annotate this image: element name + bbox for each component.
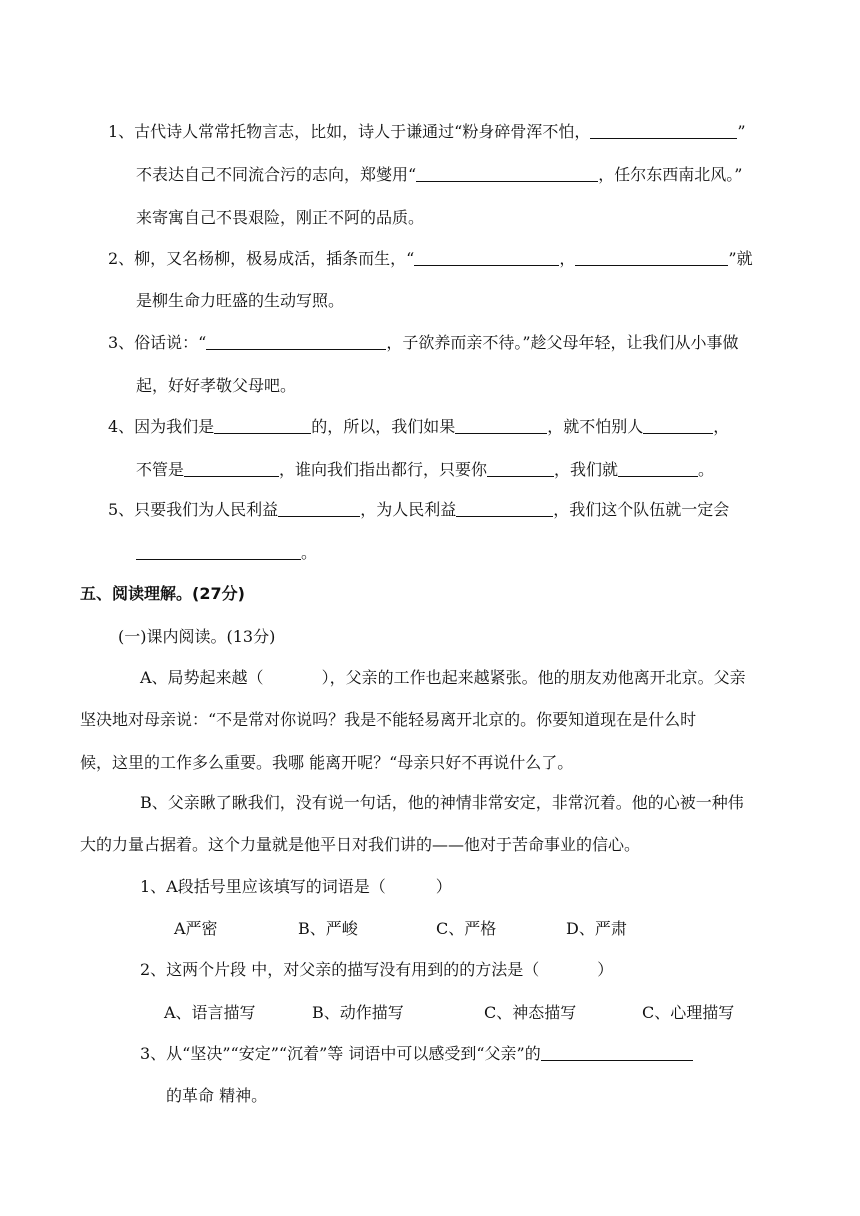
question-2-options <box>164 1002 734 1024</box>
q3-blank-1[interactable] <box>206 332 386 350</box>
q1-line-1: 1、古代诗人常常托物言志，比如，诗人于谦通过“粉身碎骨浑不怕， ” <box>108 122 746 141</box>
question-3-stem: 3、从“坚决”“安定”“沉着”等 词语中可以感受到“父亲”的 <box>140 1043 693 1065</box>
q2-line-2: 是柳生命力旺盛的生动写照。 <box>136 291 345 310</box>
q2-line-1: 2、柳，又名杨柳，极易成活，插条而生，“ ， ”就 <box>108 249 753 268</box>
q2-blank-1[interactable] <box>414 248 559 266</box>
q5-blank-2[interactable] <box>456 499 553 517</box>
q5-line-2: 。 <box>136 542 317 564</box>
passage-a-line-2: 坚决地对母亲说：“不是常对你说吗？我是不能轻易离开北京的。你要知道现在是什么时 <box>80 710 697 729</box>
q1-option-c[interactable]: C、严格 <box>436 919 497 938</box>
q1-line-3: 来寄寓自己不畏艰险，刚正不阿的品质。 <box>136 208 425 227</box>
q5-blank-3[interactable] <box>136 542 301 560</box>
q4-blank-1[interactable] <box>214 416 311 434</box>
q5-line-1: 5、只要我们为人民利益 ，为人民利益 ，我们这个队伍就一定会 <box>108 500 730 519</box>
q4-line-1: 4、因为我们是 的，所以，我们如果 ，就不怕别人 ， <box>108 417 730 436</box>
q4-blank-2[interactable] <box>455 416 547 434</box>
q3-line-2: 起，好好孝敬父母吧。 <box>136 376 297 395</box>
passage-a-line-3: 候，这里的工作多么重要。我哪 能离开呢？“母亲只好不再说什么了。 <box>80 753 574 772</box>
q1-blank-2[interactable] <box>416 164 598 182</box>
passage-a-line-1: A、局势起来越（ ），父亲的工作也起来越紧张。他的朋友劝他离开北京。父亲 <box>140 668 746 687</box>
question-2-stem: 2、这两个片段 中，对父亲的描写没有用到的的方法是（ ） <box>140 960 614 979</box>
q2-option-d[interactable]: C、心理描写 <box>642 1003 735 1022</box>
q4-blank-3[interactable] <box>643 416 713 434</box>
passage-b-line-2: 大的力量占据着。这个力量就是他平日对我们讲的——他对于苦命事业的信心。 <box>80 835 641 854</box>
passage-b-line-1: B、父亲瞅了瞅我们，没有说一句话，他的神情非常安定，非常沉着。他的心被一种伟 <box>140 793 744 812</box>
q5-blank-1[interactable] <box>278 499 360 517</box>
q3-line-1: 3、俗话说：“ ，子欲养而亲不待。”趁父母年轻，让我们从小事做 <box>108 333 739 352</box>
q2-blank-2[interactable] <box>575 248 728 266</box>
q1-option-b[interactable]: B、严峻 <box>298 919 358 938</box>
subsection-heading: (一)课内阅读。(13分) <box>118 627 276 646</box>
question-3-blank[interactable] <box>541 1043 693 1061</box>
q4-blank-4[interactable] <box>184 459 279 477</box>
q4-blank-5[interactable] <box>487 459 554 477</box>
section-heading: 五、阅读理解。(27分) <box>80 584 245 603</box>
q2-option-a[interactable]: A、语言描写 <box>164 1003 256 1022</box>
q4-line-2: 不管是 ，谁向我们指出都行，只要你 ，我们就 。 <box>136 460 715 479</box>
question-1-stem: 1、A段括号里应该填写的词语是（ ） <box>140 877 452 896</box>
q1-line-2: 不表达自己不同流合污的志向，郑燮用“ ，任尔东西南北风。” <box>136 165 743 184</box>
question-1-options <box>174 918 627 940</box>
q2-option-c[interactable]: C、神态描写 <box>484 1003 577 1022</box>
q4-blank-6[interactable] <box>618 459 698 477</box>
question-3-line-2: 的革命 精神。 <box>166 1086 268 1105</box>
q1-option-a[interactable]: A严密 <box>174 919 218 938</box>
q1-blank-1[interactable] <box>590 121 737 139</box>
q2-option-b[interactable]: B、动作描写 <box>312 1003 404 1022</box>
q1-option-d[interactable]: D、严肃 <box>566 919 627 938</box>
q1-text-1: 1、古代诗人常常托物言志，比如，诗人于谦通过“粉身碎骨浑不怕， <box>108 122 591 141</box>
